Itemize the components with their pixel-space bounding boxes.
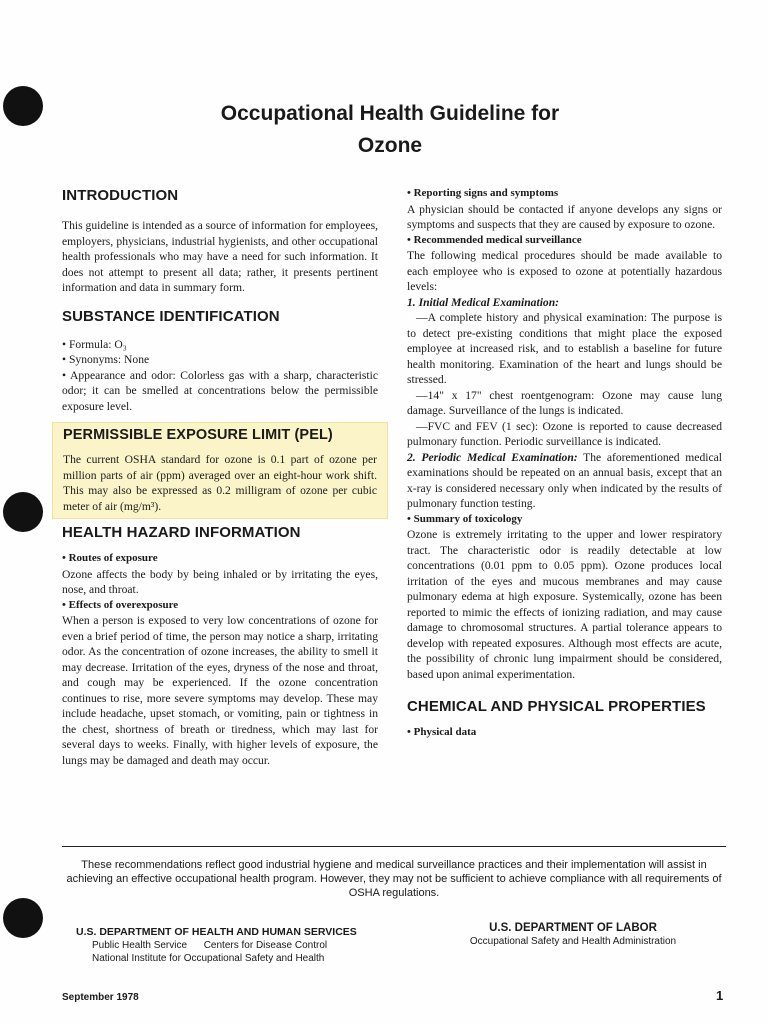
toxicology-text: Ozone is extremely irritating to the upper and lower respiratory tract. The characteristic odor is readily detectable at low concentrations (0.01 ppm to 0.05 ppm). Ozone produces local irritation of the eyes and mucous membranes and may cause pulmonary edema at high exposure. Systemically, ozone has been reported to mimic the effects of ionizing radiation, and may cause damage to chromosomal structures. A partial tolerance appears to develop with repeated exposures. Although most effects are acute, the possibility of chronic lung impairment should be considered, based upon animal experimentation. <box>407 528 722 681</box>
routes-of-exposure-heading: • Routes of exposure <box>62 552 158 564</box>
pel-highlight-box <box>52 422 388 519</box>
binder-hole-bottom <box>3 898 43 938</box>
hhs-heading: U.S. DEPARTMENT OF HEALTH AND HUMAN SERVICES <box>76 926 357 938</box>
chemical-physical-heading: CHEMICAL AND PHYSICAL PROPERTIES <box>407 698 706 715</box>
physical-data-heading: • Physical data <box>407 726 477 738</box>
substance-identification-heading: SUBSTANCE IDENTIFICATION <box>62 307 280 325</box>
left-column <box>62 186 378 768</box>
title-line-1: Occupational Health Guideline for <box>220 102 560 125</box>
hhs-sub-1: Public Health Service Centers for Disease Control <box>92 940 328 951</box>
hhs-sub-2: National Institute for Occupational Safety and Health <box>92 953 325 964</box>
hhs-block <box>76 926 357 965</box>
synonyms-item: • Synonyms: None <box>62 353 150 366</box>
pel-text: The current OSHA standard for ozone is 0.1 part of ozone per million parts of air (ppm) averaged over an eight-hour work shift. This may also be expressed as 0.2 milligram of ozone per cubic meter of air (mg/m³). <box>63 453 377 513</box>
initial-exam-heading: 1. Initial Medical Examination: <box>407 295 560 309</box>
routes-of-exposure-text: Ozone affects the body by being inhaled or by irritating the eyes, nose, and throat. <box>62 567 378 596</box>
periodic-exam-heading: 2. Periodic Medical Examination: <box>407 450 578 464</box>
initial-exam-fvc-fev: —FVC and FEV (1 sec): Ozone is reported to cause decreased pulmonary function. Periodic surveillance is indicated. <box>407 419 722 448</box>
toxicology-heading: • Summary of toxicology <box>407 512 523 525</box>
periodic-exam-paragraph <box>407 450 722 512</box>
periodic-exam-text: The aforementioned medical examinations should be repeated on an annual basis, except that an x-ray is considered necessary only when indicated by the results of pulmonary function testing. <box>407 450 722 510</box>
disclaimer-note: These recommendations reflect good industrial hygiene and medical surveillance practices and their implementation will assist in achieving an effective occupational health program. However, they may not be sufficient to achieve compliance with all requirements of OSHA regulations. <box>62 846 726 900</box>
medical-surveillance-text: The following medical procedures should be made available to each employee who is exposed to ozone at potentially hazardous levels: <box>407 249 722 293</box>
labor-block <box>460 922 686 948</box>
publication-date: September 1978 <box>62 992 139 1003</box>
health-hazard-heading: HEALTH HAZARD INFORMATION <box>62 524 301 541</box>
initial-exam-history: —A complete history and physical examination: The purpose is to detect pre-existing conditions that might place the exposed employee at increased risk, and to establish a baseline for future health monitoring. Examination of the heart and lungs should be stressed. <box>407 311 722 386</box>
labor-heading: U.S. DEPARTMENT OF LABOR <box>489 922 657 934</box>
reporting-signs-heading: • Reporting signs and symptoms <box>407 187 559 199</box>
labor-sub: Occupational Safety and Health Administration <box>469 936 677 947</box>
reporting-signs-text: A physician should be contacted if anyone develops any signs or symptoms and suspects that they are caused by exposure to ozone. <box>407 202 722 231</box>
medical-surveillance-heading: • Recommended medical surveillance <box>407 233 582 246</box>
pel-heading: PERMISSIBLE EXPOSURE LIMIT (PEL) <box>63 427 333 443</box>
document-title <box>120 98 660 162</box>
appearance-item: • Appearance and odor: Colorless gas with a sharp, characteristic odor; it can be smelled at concentrations below the permissible exposure level. <box>62 368 378 413</box>
title-line-2: Ozone <box>357 134 423 157</box>
effects-of-overexposure-text: When a person is exposed to very low concentrations of ozone for even a brief period of time, the person may notice a sharp, irritating odor. As the concentration of ozone increases, the ability to smell it may decrease. Irritation of the eyes, dryness of the nose and throat, and cough may be experienced. If the ozone concentration continues to rise, more severe symptoms may develop. These may include headache, upset stomach, or vomiting, pain or tightness in the chest, shortness of breath or tiredness, which may last for several days to weeks. Finally, with higher levels of exposure, the lungs may be damaged and death may occur. <box>62 614 378 767</box>
binder-hole-top <box>3 86 43 126</box>
introduction-text: This guideline is intended as a source of information for employees, employers, physicians, industrial hygienists, and other occupational health professionals who may have a need for such information. It does not attempt to present all data; rather, it presents pertinent information and data in summary form. <box>62 219 378 294</box>
binder-hole-middle <box>3 492 43 532</box>
introduction-heading: INTRODUCTION <box>62 187 179 204</box>
initial-exam-roentgenogram: —14" x 17" chest roentgenogram: Ozone may cause lung damage. Surveillance of the lungs is indicated. <box>407 388 722 417</box>
page-number: 1 <box>716 988 724 1003</box>
formula-item: • Formula: O₃ <box>62 337 127 351</box>
right-column <box>407 186 722 741</box>
effects-of-overexposure-heading: • Effects of overexposure <box>62 598 179 611</box>
